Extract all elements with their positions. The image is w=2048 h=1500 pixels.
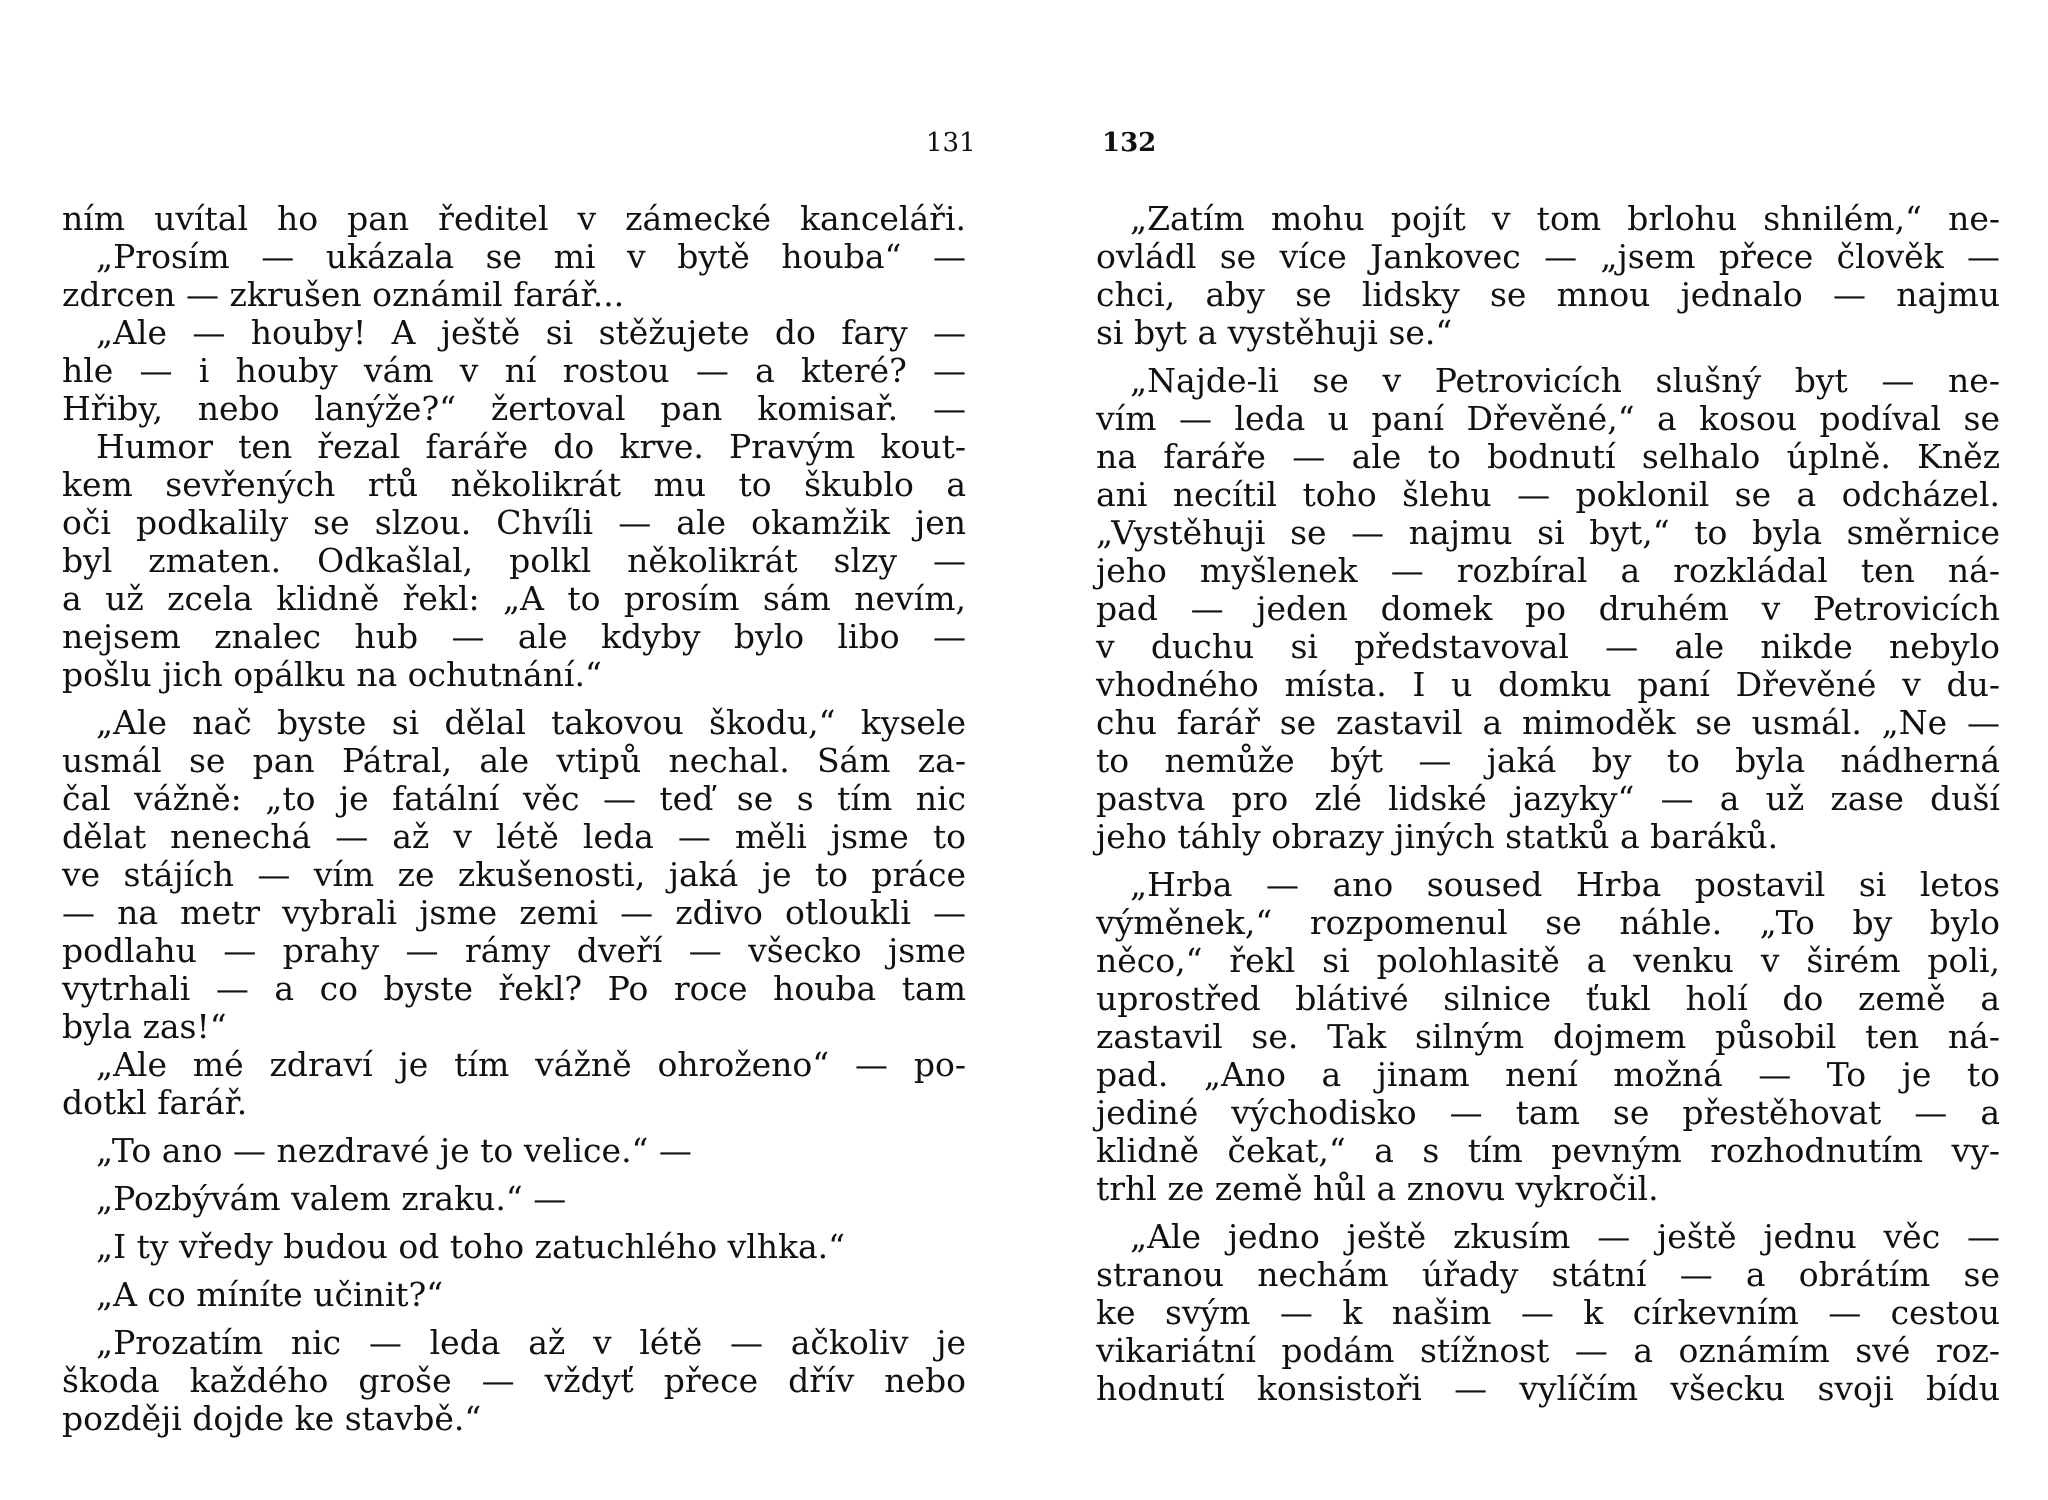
right-page-text bbox=[1096, 200, 2000, 1408]
text-line: pastva pro zlé lidské jazyky“ — a už zase duší bbox=[1096, 779, 2000, 818]
text-line: „Ale mé zdraví je tím vážně ohroženo“ — po- bbox=[96, 1045, 966, 1084]
text-line: čal vážně: „to je fatální věc — teď se s tím nic bbox=[62, 779, 966, 818]
text-line: „Prozatím nic — leda až v létě — ačkoliv je bbox=[96, 1323, 966, 1362]
text-line: oči podkalily se slzou. Chvíli — ale okamžik jen bbox=[62, 503, 966, 542]
text-line: vím — leda u paní Dřevěné,“ a kosou podíval se bbox=[1096, 399, 2000, 438]
text-line: dotkl farář. bbox=[62, 1083, 248, 1122]
text-line: „I ty vředy budou od toho zatuchlého vlhka.“ bbox=[96, 1227, 846, 1266]
text-line: kem sevřených rtů několikrát mu to škublo a bbox=[62, 465, 966, 504]
text-line: „Hrba — ano soused Hrba postavil si letos bbox=[1130, 865, 2000, 904]
text-line: chu farář se zastavil a mimoděk se usmál. „Ne — bbox=[1096, 703, 2000, 742]
text-line: vhodného místa. I u domku paní Dřevěné v du- bbox=[1096, 665, 2000, 704]
text-line: si byt a vystěhuji se.“ bbox=[1096, 313, 1453, 352]
text-line: byla zas!“ bbox=[62, 1007, 227, 1046]
text-line: „Pozbývám valem zraku.“ — bbox=[96, 1179, 567, 1218]
text-line: „Najde-li se v Petrovicích slušný byt — ne- bbox=[1130, 361, 2000, 400]
text-line: „Prosím — ukázala se mi v bytě houba“ — bbox=[96, 237, 966, 276]
text-line: vikariátní podám stížnost — a oznámím své roz- bbox=[1096, 1331, 2000, 1370]
text-line: „Ale nač byste si dělal takovou škodu,“ kysele bbox=[96, 703, 966, 742]
text-line: „Ale — houby! A ještě si stěžujete do fary — bbox=[96, 313, 966, 352]
text-line: pad. „Ano a jinam není možná — To je to bbox=[1096, 1055, 2000, 1094]
text-line: „Zatím mohu pojít v tom brlohu shnilém,“ ne- bbox=[1130, 199, 2000, 238]
text-line: Hřiby, nebo lanýže?“ žertoval pan komisař. — bbox=[62, 389, 966, 428]
text-line: ním uvítal ho pan ředitel v zámecké kanceláři. bbox=[62, 199, 966, 238]
text-line: to nemůže být — jaká by to byla nádherná bbox=[1096, 741, 2000, 780]
text-line: trhl ze země hůl a znovu vykročil. bbox=[1096, 1169, 1659, 1208]
left-page-text bbox=[62, 200, 966, 1438]
text-line: zastavil se. Tak silným dojmem působil ten ná- bbox=[1096, 1017, 2000, 1056]
text-line: — na metr vybrali jsme zemi — zdivo otloukli — bbox=[62, 893, 966, 932]
text-line: ovládl se více Jankovec — „jsem přece člověk — bbox=[1096, 237, 2000, 276]
text-line: klidně čekat,“ a s tím pevným rozhodnutím vy- bbox=[1096, 1131, 2000, 1170]
text-line: „Vystěhuji se — najmu si byt,“ to byla směrnice bbox=[1096, 513, 2000, 552]
text-line: zdrcen — zkrušen oznámil farář... bbox=[62, 275, 625, 314]
text-line: hodnutí konsistoři — vylíčím všecku svoji bídu bbox=[1096, 1369, 2000, 1408]
text-line: něco,“ řekl si polohlasitě a venku v širém poli, bbox=[1096, 941, 2000, 980]
text-line: byl zmaten. Odkašlal, polkl několikrát slzy — bbox=[62, 541, 966, 580]
text-line: „To ano — nezdravé je to velice.“ — bbox=[96, 1131, 692, 1170]
text-line: hle — i houby vám v ní rostou — a které? — bbox=[62, 351, 966, 390]
text-line: pošlu jich opálku na ochutnání.“ bbox=[62, 655, 602, 694]
text-line: „Ale jedno ještě zkusím — ještě jednu věc — bbox=[1130, 1217, 2000, 1256]
text-line: podlahu — prahy — rámy dveří — všecko jsme bbox=[62, 931, 966, 970]
text-line: v duchu si představoval — ale nikde nebylo bbox=[1096, 627, 2000, 666]
text-line: stranou nechám úřady státní — a obrátím se bbox=[1096, 1255, 2000, 1294]
text-line: vytrhali — a co byste řekl? Po roce houba tam bbox=[62, 969, 966, 1008]
text-line: jeho táhly obrazy jiných statků a baráků. bbox=[1096, 817, 1779, 856]
text-line: ani necítil toho šlehu — poklonil se a odcházel. bbox=[1096, 475, 2000, 514]
text-line: na faráře — ale to bodnutí selhalo úplně. Kněz bbox=[1096, 437, 2000, 476]
text-line: dělat nenechá — až v létě leda — měli jsme to bbox=[62, 817, 966, 856]
text-line: později dojde ke stavbě.“ bbox=[62, 1399, 482, 1438]
text-line: „A co míníte učinit?“ bbox=[96, 1275, 444, 1314]
text-line: a už zcela klidně řekl: „A to prosím sám nevím, bbox=[62, 579, 966, 618]
text-line: uprostřed blátivé silnice ťukl holí do země a bbox=[1096, 979, 2000, 1018]
text-line: chci, aby se lidsky se mnou jednalo — najmu bbox=[1096, 275, 2000, 314]
text-line: usmál se pan Pátral, ale vtipů nechal. Sám za- bbox=[62, 741, 966, 780]
text-line: jediné východisko — tam se přestěhovat — a bbox=[1096, 1093, 2000, 1132]
text-line: ve stájích — vím ze zkušenosti, jaká je to práce bbox=[62, 855, 966, 894]
page-number-right: 132 bbox=[1102, 128, 1157, 158]
text-line: jeho myšlenek — rozbíral a rozkládal ten ná- bbox=[1096, 551, 2000, 590]
text-line: ke svým — k našim — k církevním — cestou bbox=[1096, 1293, 2000, 1332]
text-line: Humor ten řezal faráře do krve. Pravým kout- bbox=[96, 427, 966, 466]
text-line: pad — jeden domek po druhém v Petrovicích bbox=[1096, 589, 2000, 628]
text-line: škoda každého groše — vždyť přece dřív nebo bbox=[62, 1361, 966, 1400]
page-number-left: 131 bbox=[926, 128, 976, 158]
text-line: nejsem znalec hub — ale kdyby bylo libo — bbox=[62, 617, 966, 656]
text-line: výměnek,“ rozpomenul se náhle. „To by bylo bbox=[1096, 903, 2000, 942]
